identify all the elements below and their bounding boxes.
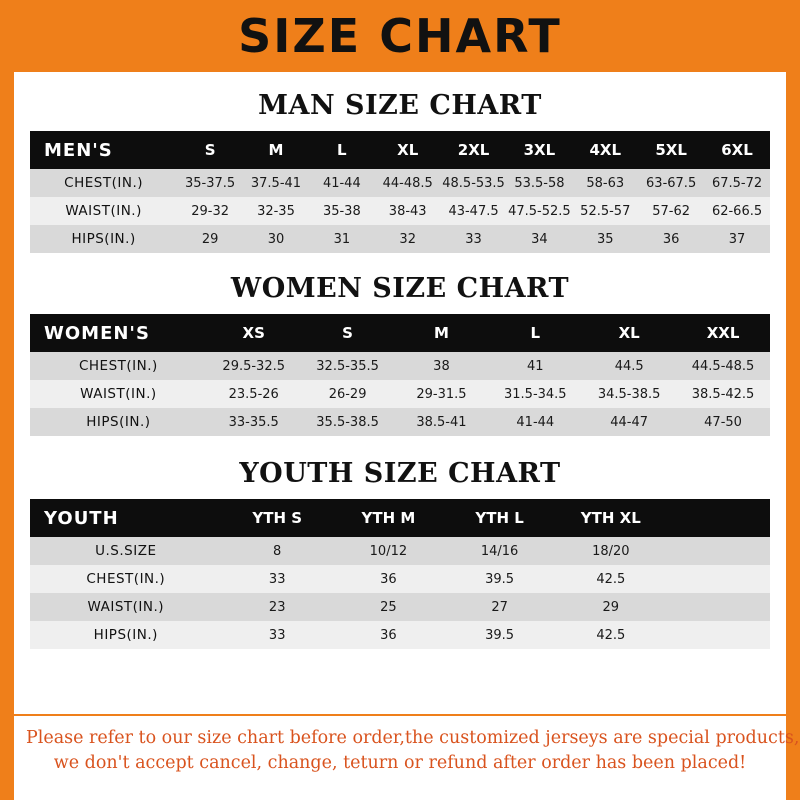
women-row-label-1: WAIST(IN.) [30, 380, 207, 408]
men-cell-0-4: 48.5-53.5 [441, 169, 507, 197]
women-cell-0-1: 32.5-35.5 [301, 352, 395, 380]
women-row-label-0: CHEST(IN.) [30, 352, 207, 380]
women-col-1: S [301, 314, 395, 352]
women-col-0: XS [207, 314, 301, 352]
men-size-table-wrapper [14, 131, 786, 253]
men-cell-2-7: 36 [638, 225, 704, 253]
men-cell-2-8: 37 [704, 225, 770, 253]
men-col-3: XL [375, 131, 441, 169]
men-corner-label: MEN'S [30, 131, 177, 169]
men-col-4: 2XL [441, 131, 507, 169]
youth-size-table-wrapper [14, 499, 786, 649]
men-cell-2-0: 29 [177, 225, 243, 253]
men-cell-1-6: 52.5-57 [572, 197, 638, 225]
youth-cell-2-3: 29 [555, 593, 666, 621]
youth-row-label-3: HIPS(IN.) [30, 621, 222, 649]
youth-col-1: YTH M [333, 499, 444, 537]
youth-cell-0-spacer [666, 537, 770, 565]
women-cell-0-3: 41 [488, 352, 582, 380]
youth-cell-3-2: 39.5 [444, 621, 555, 649]
men-cell-2-6: 35 [572, 225, 638, 253]
footer-line-2: we don't accept cancel, change, teturn or refund after order has been placed! [53, 753, 747, 774]
youth-size-table [30, 499, 770, 649]
youth-corner-label: YOUTH [30, 499, 222, 537]
men-cell-1-7: 57-62 [638, 197, 704, 225]
women-cell-1-1: 26-29 [301, 380, 395, 408]
women-cell-0-2: 38 [395, 352, 489, 380]
women-cell-1-3: 31.5-34.5 [488, 380, 582, 408]
spacer [14, 436, 786, 458]
table-row [30, 537, 770, 565]
women-cell-2-2: 38.5-41 [395, 408, 489, 436]
spacer [14, 253, 786, 273]
men-cell-2-2: 31 [309, 225, 375, 253]
youth-col-3: YTH XL [555, 499, 666, 537]
footer-line-1: Please refer to our size chart before order,the customized jerseys are special products, [26, 728, 800, 748]
table-row [30, 352, 770, 380]
youth-cell-1-0: 33 [222, 565, 333, 593]
table-row [30, 197, 770, 225]
men-cell-0-8: 67.5-72 [704, 169, 770, 197]
men-size-table [30, 131, 770, 253]
youth-cell-1-1: 36 [333, 565, 444, 593]
women-row-label-2: HIPS(IN.) [30, 408, 207, 436]
header-banner [0, 0, 800, 72]
table-header-row [30, 131, 770, 169]
men-col-6: 4XL [572, 131, 638, 169]
youth-cell-0-0: 8 [222, 537, 333, 565]
women-table-header [30, 314, 770, 352]
men-cell-0-1: 37.5-41 [243, 169, 309, 197]
spacer [14, 489, 786, 499]
youth-cell-0-2: 14/16 [444, 537, 555, 565]
men-cell-2-3: 32 [375, 225, 441, 253]
men-cell-1-3: 38-43 [375, 197, 441, 225]
spacer [14, 304, 786, 314]
youth-table-body [30, 537, 770, 649]
men-col-8: 6XL [704, 131, 770, 169]
women-cell-1-5: 38.5-42.5 [676, 380, 770, 408]
table-header-row [30, 499, 770, 537]
women-table-body [30, 352, 770, 436]
men-col-1: M [243, 131, 309, 169]
men-col-7: 5XL [638, 131, 704, 169]
youth-col-2: YTH L [444, 499, 555, 537]
youth-cell-0-3: 18/20 [555, 537, 666, 565]
women-size-table [30, 314, 770, 436]
footer-disclaimer [14, 714, 800, 800]
youth-col-spacer [666, 499, 770, 537]
youth-row-label-1: CHEST(IN.) [30, 565, 222, 593]
women-cell-0-0: 29.5-32.5 [207, 352, 301, 380]
men-cell-0-3: 44-48.5 [375, 169, 441, 197]
youth-row-label-2: WAIST(IN.) [30, 593, 222, 621]
women-cell-2-1: 35.5-38.5 [301, 408, 395, 436]
men-col-5: 3XL [506, 131, 572, 169]
women-section-title: WOMEN SIZE CHART [230, 273, 570, 304]
men-cell-1-4: 43-47.5 [441, 197, 507, 225]
youth-table-header [30, 499, 770, 537]
youth-cell-2-0: 23 [222, 593, 333, 621]
men-cell-2-1: 30 [243, 225, 309, 253]
men-row-label-2: HIPS(IN.) [30, 225, 177, 253]
men-cell-0-5: 53.5-58 [506, 169, 572, 197]
table-row [30, 408, 770, 436]
youth-cell-1-2: 39.5 [444, 565, 555, 593]
table-header-row [30, 314, 770, 352]
youth-row-label-0: U.S.SIZE [30, 537, 222, 565]
table-row [30, 380, 770, 408]
page-title: SIZE CHART [238, 9, 562, 63]
men-table-body [30, 169, 770, 253]
youth-cell-2-1: 25 [333, 593, 444, 621]
women-size-table-wrapper [14, 314, 786, 436]
women-col-3: L [488, 314, 582, 352]
women-cell-0-4: 44.5 [582, 352, 676, 380]
men-cell-0-0: 35-37.5 [177, 169, 243, 197]
women-cell-2-0: 33-35.5 [207, 408, 301, 436]
women-col-5: XXL [676, 314, 770, 352]
men-cell-1-2: 35-38 [309, 197, 375, 225]
youth-section-title: YOUTH SIZE CHART [239, 458, 561, 489]
table-row [30, 565, 770, 593]
table-row [30, 621, 770, 649]
youth-cell-1-3: 42.5 [555, 565, 666, 593]
youth-col-0: YTH S [222, 499, 333, 537]
women-cell-2-3: 41-44 [488, 408, 582, 436]
men-row-label-0: CHEST(IN.) [30, 169, 177, 197]
men-cell-0-2: 41-44 [309, 169, 375, 197]
youth-cell-3-spacer [666, 621, 770, 649]
men-table-header [30, 131, 770, 169]
youth-cell-3-3: 42.5 [555, 621, 666, 649]
spacer [14, 72, 786, 90]
men-cell-1-1: 32-35 [243, 197, 309, 225]
youth-cell-3-0: 33 [222, 621, 333, 649]
youth-cell-3-1: 36 [333, 621, 444, 649]
men-cell-2-5: 34 [506, 225, 572, 253]
youth-cell-2-spacer [666, 593, 770, 621]
women-corner-label: WOMEN'S [30, 314, 207, 352]
women-cell-1-4: 34.5-38.5 [582, 380, 676, 408]
men-cell-1-8: 62-66.5 [704, 197, 770, 225]
women-cell-0-5: 44.5-48.5 [676, 352, 770, 380]
men-cell-0-7: 63-67.5 [638, 169, 704, 197]
men-section-title: MAN SIZE CHART [258, 90, 542, 121]
men-row-label-1: WAIST(IN.) [30, 197, 177, 225]
men-col-2: L [309, 131, 375, 169]
spacer [14, 121, 786, 131]
table-row [30, 169, 770, 197]
youth-cell-0-1: 10/12 [333, 537, 444, 565]
men-cell-1-5: 47.5-52.5 [506, 197, 572, 225]
women-col-4: XL [582, 314, 676, 352]
men-cell-0-6: 58-63 [572, 169, 638, 197]
women-cell-1-0: 23.5-26 [207, 380, 301, 408]
youth-cell-2-2: 27 [444, 593, 555, 621]
women-col-2: M [395, 314, 489, 352]
women-cell-2-5: 47-50 [676, 408, 770, 436]
women-cell-2-4: 44-47 [582, 408, 676, 436]
men-col-0: S [177, 131, 243, 169]
men-cell-1-0: 29-32 [177, 197, 243, 225]
table-row [30, 225, 770, 253]
women-cell-1-2: 29-31.5 [395, 380, 489, 408]
youth-cell-1-spacer [666, 565, 770, 593]
table-row [30, 593, 770, 621]
men-cell-2-4: 33 [441, 225, 507, 253]
